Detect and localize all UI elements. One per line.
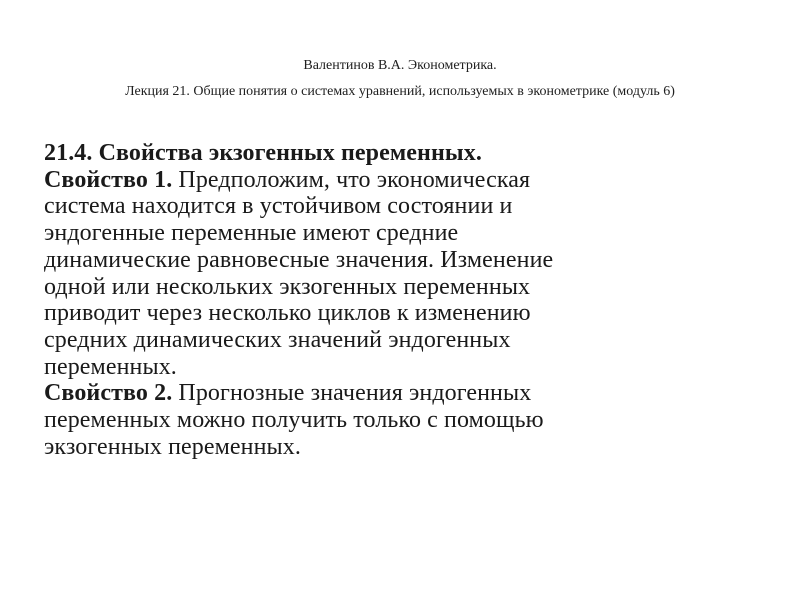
property-1-label: Свойство 1. xyxy=(44,166,173,193)
section-title: 21.4. Свойства экзогенных переменных. xyxy=(44,140,482,166)
body-line: средних динамических значений эндогенных xyxy=(44,326,511,353)
body-text: Предположим, что экономическая xyxy=(172,166,531,193)
body-line xyxy=(44,380,764,407)
body-line: переменных. xyxy=(44,353,177,380)
body-line: переменных можно получить только с помощью xyxy=(44,407,544,434)
body-line: эндогенные переменные имеют средние xyxy=(44,220,459,247)
body-line: экзогенных переменных. xyxy=(44,433,301,460)
section-title-line xyxy=(44,140,764,167)
body-line: приводит через несколько циклов к изменению xyxy=(44,300,531,327)
header-author: Валентинов В.А. Эконометрика. xyxy=(303,58,497,73)
body-line: одной или нескольких экзогенных переменных xyxy=(44,273,531,300)
body-line xyxy=(44,167,764,194)
slide-body xyxy=(44,140,764,460)
body-line: динамические равновесные значения. Изменение xyxy=(44,246,554,273)
body-text: Прогнозные значения эндогенных xyxy=(172,380,532,407)
body-line: система находится в устойчивом состоянии и xyxy=(44,193,513,220)
header-lecture-title: Лекция 21. Общие понятия о системах уравнений, используемых в эконометрике (модуль 6) xyxy=(125,84,675,99)
property-2-label: Свойство 2. xyxy=(44,380,173,407)
